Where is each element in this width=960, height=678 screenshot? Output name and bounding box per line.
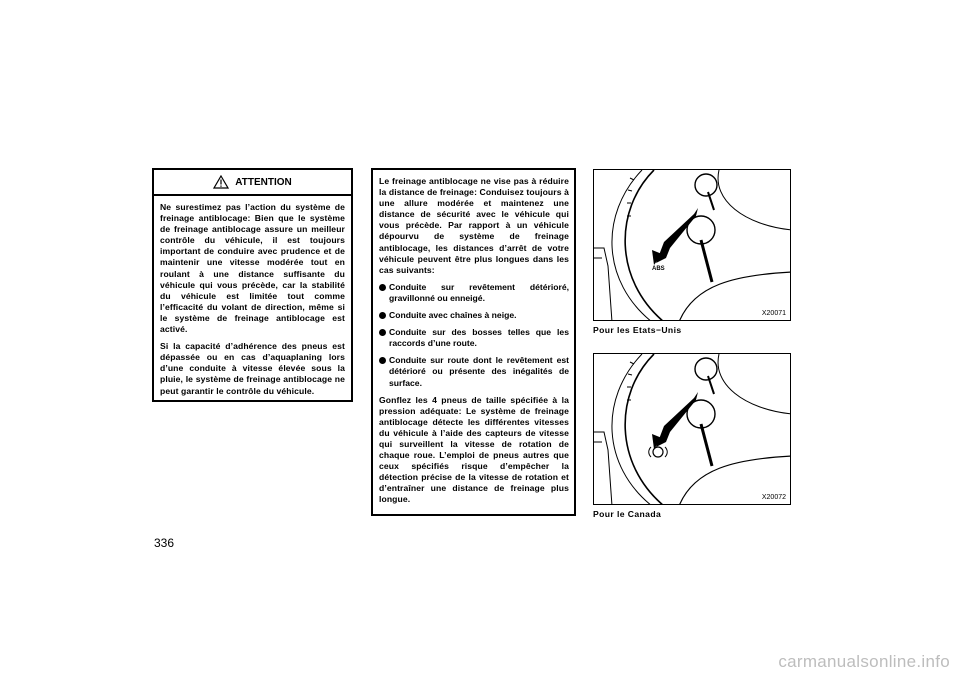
bullet-icon: [379, 284, 386, 291]
list-item: [379, 327, 569, 349]
list-item: [379, 282, 569, 304]
list-item-text: Conduite sur des bosses telles que les raccords d’une route.: [389, 327, 569, 349]
attention-title: ATTENTION: [235, 176, 292, 188]
attention-paragraph-2: Si la capacité d’adhérence des pneus est dépassée ou en cas d’aquaplaning lors d’une conduite à vitesse élevée sous la pluie, le système de freinage antiblocage ne peut garantir le contrôle du véhicule.: [160, 341, 345, 396]
instrument-cluster-illustration: [594, 354, 791, 505]
list-item-text: Conduite avec chaînes à neige.: [389, 310, 517, 321]
abs-info-box: [371, 168, 576, 516]
abs-indicator-label: ABS: [652, 266, 665, 272]
abs-intro-paragraph: Le freinage antiblocage ne vise pas à réduire la distance de freinage: Conduisez toujours à une allure modérée et maintenez une distance de sécurité avec le véhicule qui vous précède. Par rapport à un véhicule dépourvu de système de freinage antiblocage, les distances d’arrêt de votre véhicule peuvent être plus longues dans les cas suivants:: [379, 176, 569, 275]
watermark: carmanualsonline.info: [778, 652, 950, 671]
page-number: 336: [154, 536, 175, 550]
bullet-icon: [379, 312, 386, 319]
figure-code: X20071: [761, 310, 786, 317]
abs-tire-paragraph: Gonflez les 4 pneus de taille spécifiée à la pression adéquate: Le système de freinage antiblocage détecte les différentes vitesses du véhicule à l’aide des capteurs de vitesse qui surveillent la vitesse de rotation de chaque roue. L’emploi de pneus autres que ceux spécifiés risque d’empêcher la détection précise de la vitesse de rotation et d’entraîner une distance de freinage plus longue.: [379, 394, 569, 505]
instrument-cluster-illustration: [594, 170, 791, 321]
warning-triangle-icon: [213, 175, 229, 189]
instrument-cluster-figure-usa: [593, 169, 791, 321]
figure-code: X20072: [761, 494, 786, 501]
list-item: [379, 310, 569, 321]
abs-warning-symbol-icon: [649, 447, 668, 457]
figure-caption-usa: Pour les Etats−Unis: [593, 325, 682, 335]
list-item-text: Conduite sur route dont le revêtement est détérioré ou présente des inégalités de surface.: [389, 355, 569, 388]
attention-box: [152, 168, 353, 402]
bullet-icon: [379, 329, 386, 336]
figure-caption-canada: Pour le Canada: [593, 509, 662, 519]
bullet-icon: [379, 357, 386, 364]
attention-header: [154, 170, 351, 196]
list-item: [379, 355, 569, 388]
attention-paragraph-1: Ne surestimez pas l’action du système de freinage antiblocage: Bien que le système de freinage antiblocage assure un meilleur contrôle du véhicule, il est toujours important de conduire avec prudence et de maintenir une vitesse modérée tout en roulant à une distance suffisante du véhicule qui vous précède, car la stabilité du véhicule est limitée tout comme l’efficacité du volant de direction, même si le système de freinage antiblocage est activé.: [160, 202, 345, 335]
list-item-text: Conduite sur revêtement détérioré, gravillonné ou enneigé.: [389, 281, 569, 303]
instrument-cluster-figure-canada: [593, 353, 791, 505]
